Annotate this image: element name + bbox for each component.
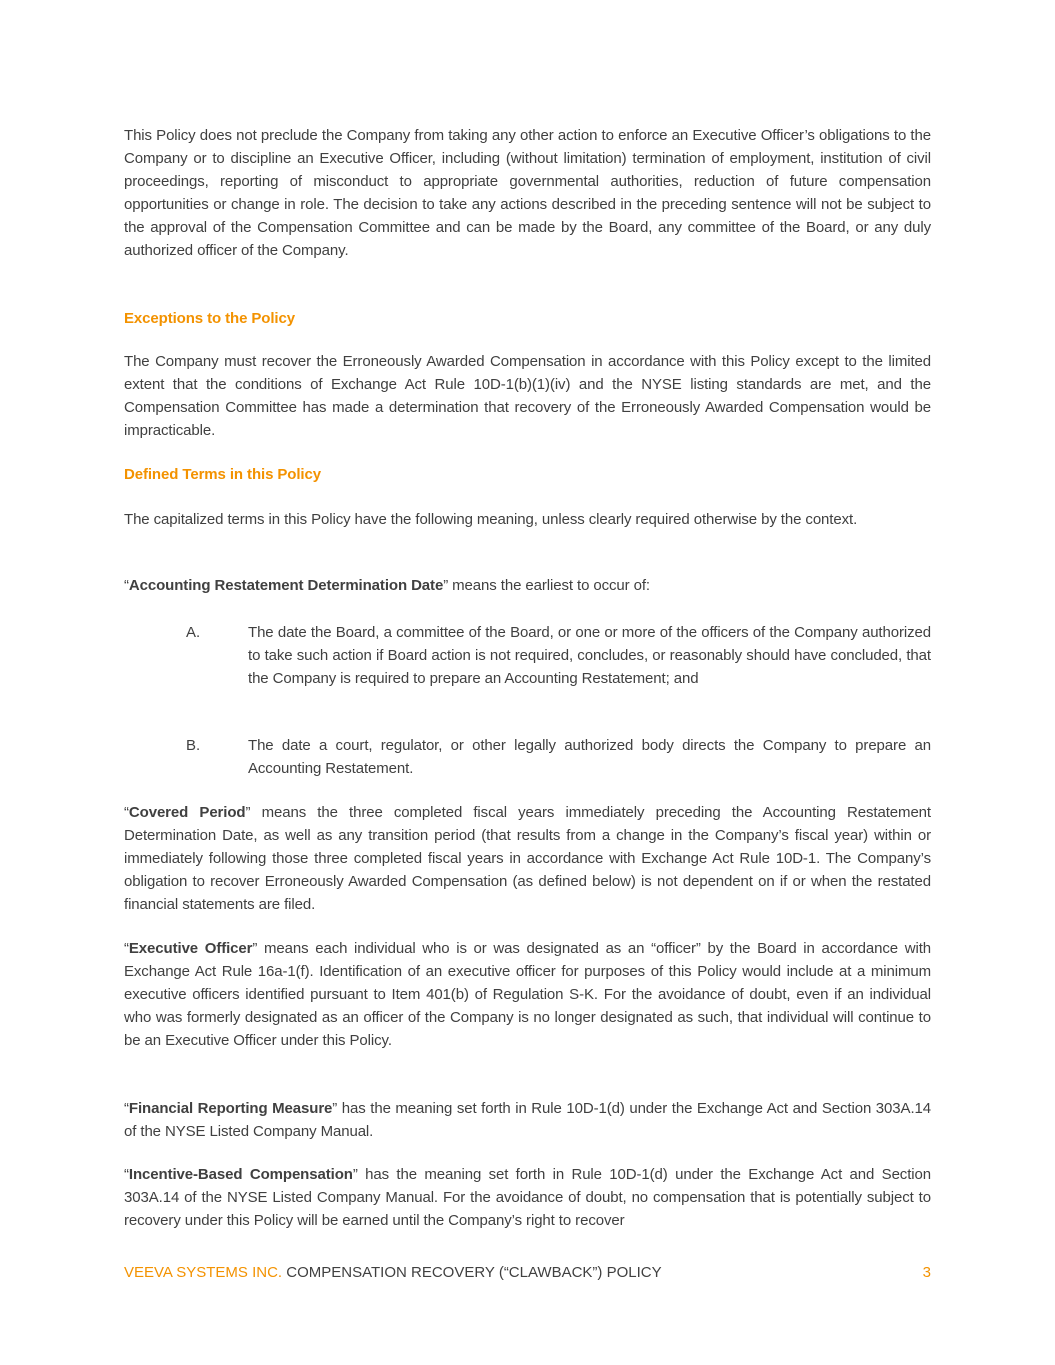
paragraph-defined-terms: The capitalized terms in this Policy have the following meaning, unless clearly required otherwise by the context. xyxy=(124,511,858,528)
list-item-a xyxy=(124,621,931,690)
paragraph-exceptions: The Company must recover the Erroneously Awarded Compensation in accordance with this Policy except to the limited extent that the conditions of Exchange Act Rule 10D-1(b)(1)(iv) and the NYSE listing standards are met, and the Compensation Committee has made a determination that recovery of the Erroneously Awarded Compensation would be impracticable. xyxy=(124,353,931,439)
list-item-b xyxy=(124,734,931,780)
list-text: The date the Board, a committee of the Board, or one or more of the officers of the Company authorized to take such action if Board action is not required, concludes, or reasonably should have concluded, that the Company is required to prepare an Accounting Restatement; and xyxy=(248,624,931,687)
heading-exceptions: Exceptions to the Policy xyxy=(124,310,295,327)
list-label: A. xyxy=(186,624,201,641)
footer-company: VEEVA SYSTEMS INC. xyxy=(124,1264,283,1281)
list-label: B. xyxy=(186,737,201,754)
page-number: 3 xyxy=(922,1264,931,1281)
definition-executive-officer: “Executive Officer” means each individual who is or was designated as an “officer” by the Board in accordance with Exchange Act Rule 16a-1(f). Identification of an executive officer for purposes of this Policy would include at a minimum executive officers identified pursuant to Item 401(b) of Regulation S-K. For the avoidance of doubt, even if an individual who was formerly designated as an officer of the Company is no longer designated as such, that individual will continue to be an Executive Officer under this Policy. xyxy=(124,940,931,1049)
footer-title: COMPENSATION RECOVERY (“CLAWBACK”) POLICY xyxy=(282,1264,662,1281)
heading-defined-terms: Defined Terms in this Policy xyxy=(124,466,321,483)
list-text: The date a court, regulator, or other legally authorized body directs the Company to prepare an Accounting Restatement. xyxy=(248,737,931,777)
page-footer xyxy=(124,1262,931,1284)
definition-accounting-restatement-date: “Accounting Restatement Determination Date” means the earliest to occur of: xyxy=(124,577,650,594)
definition-incentive-based-compensation: “Incentive-Based Compensation” has the meaning set forth in Rule 10D-1(d) under the Exchange Act and Section 303A.14 of the NYSE Listed Company Manual. For the avoidance of doubt, no compensation that is potentially subject to recovery under this Policy will be earned until the Company’s right to recover xyxy=(124,1166,931,1229)
definition-financial-reporting-measure: “Financial Reporting Measure” has the meaning set forth in Rule 10D-1(d) under the Exchange Act and Section 303A.14 of the NYSE Listed Company Manual. xyxy=(124,1100,931,1140)
paragraph-other-actions: This Policy does not preclude the Company from taking any other action to enforce an Executive Officer’s obligations to the Company or to discipline an Executive Officer, including (without limitation) termination of employment, institution of civil proceedings, reporting of misconduct to appropriate governmental authorities, reduction of future compensation opportunities or change in role. The decision to take any actions described in the preceding sentence will not be subject to the approval of the Compensation Committee and can be made by the Board, any committee of the Board, or any duly authorized officer of the Company. xyxy=(124,127,931,259)
definition-covered-period: “Covered Period” means the three completed fiscal years immediately preceding the Accounting Restatement Determination Date, as well as any transition period (that results from a change in the Company’s fiscal year) within or immediately following those three completed fiscal years in accordance with Exchange Act Rule 10D-1. The Company’s obligation to recover Erroneously Awarded Compensation (as defined below) is not dependent on if or when the restated financial statements are filed. xyxy=(124,804,931,913)
